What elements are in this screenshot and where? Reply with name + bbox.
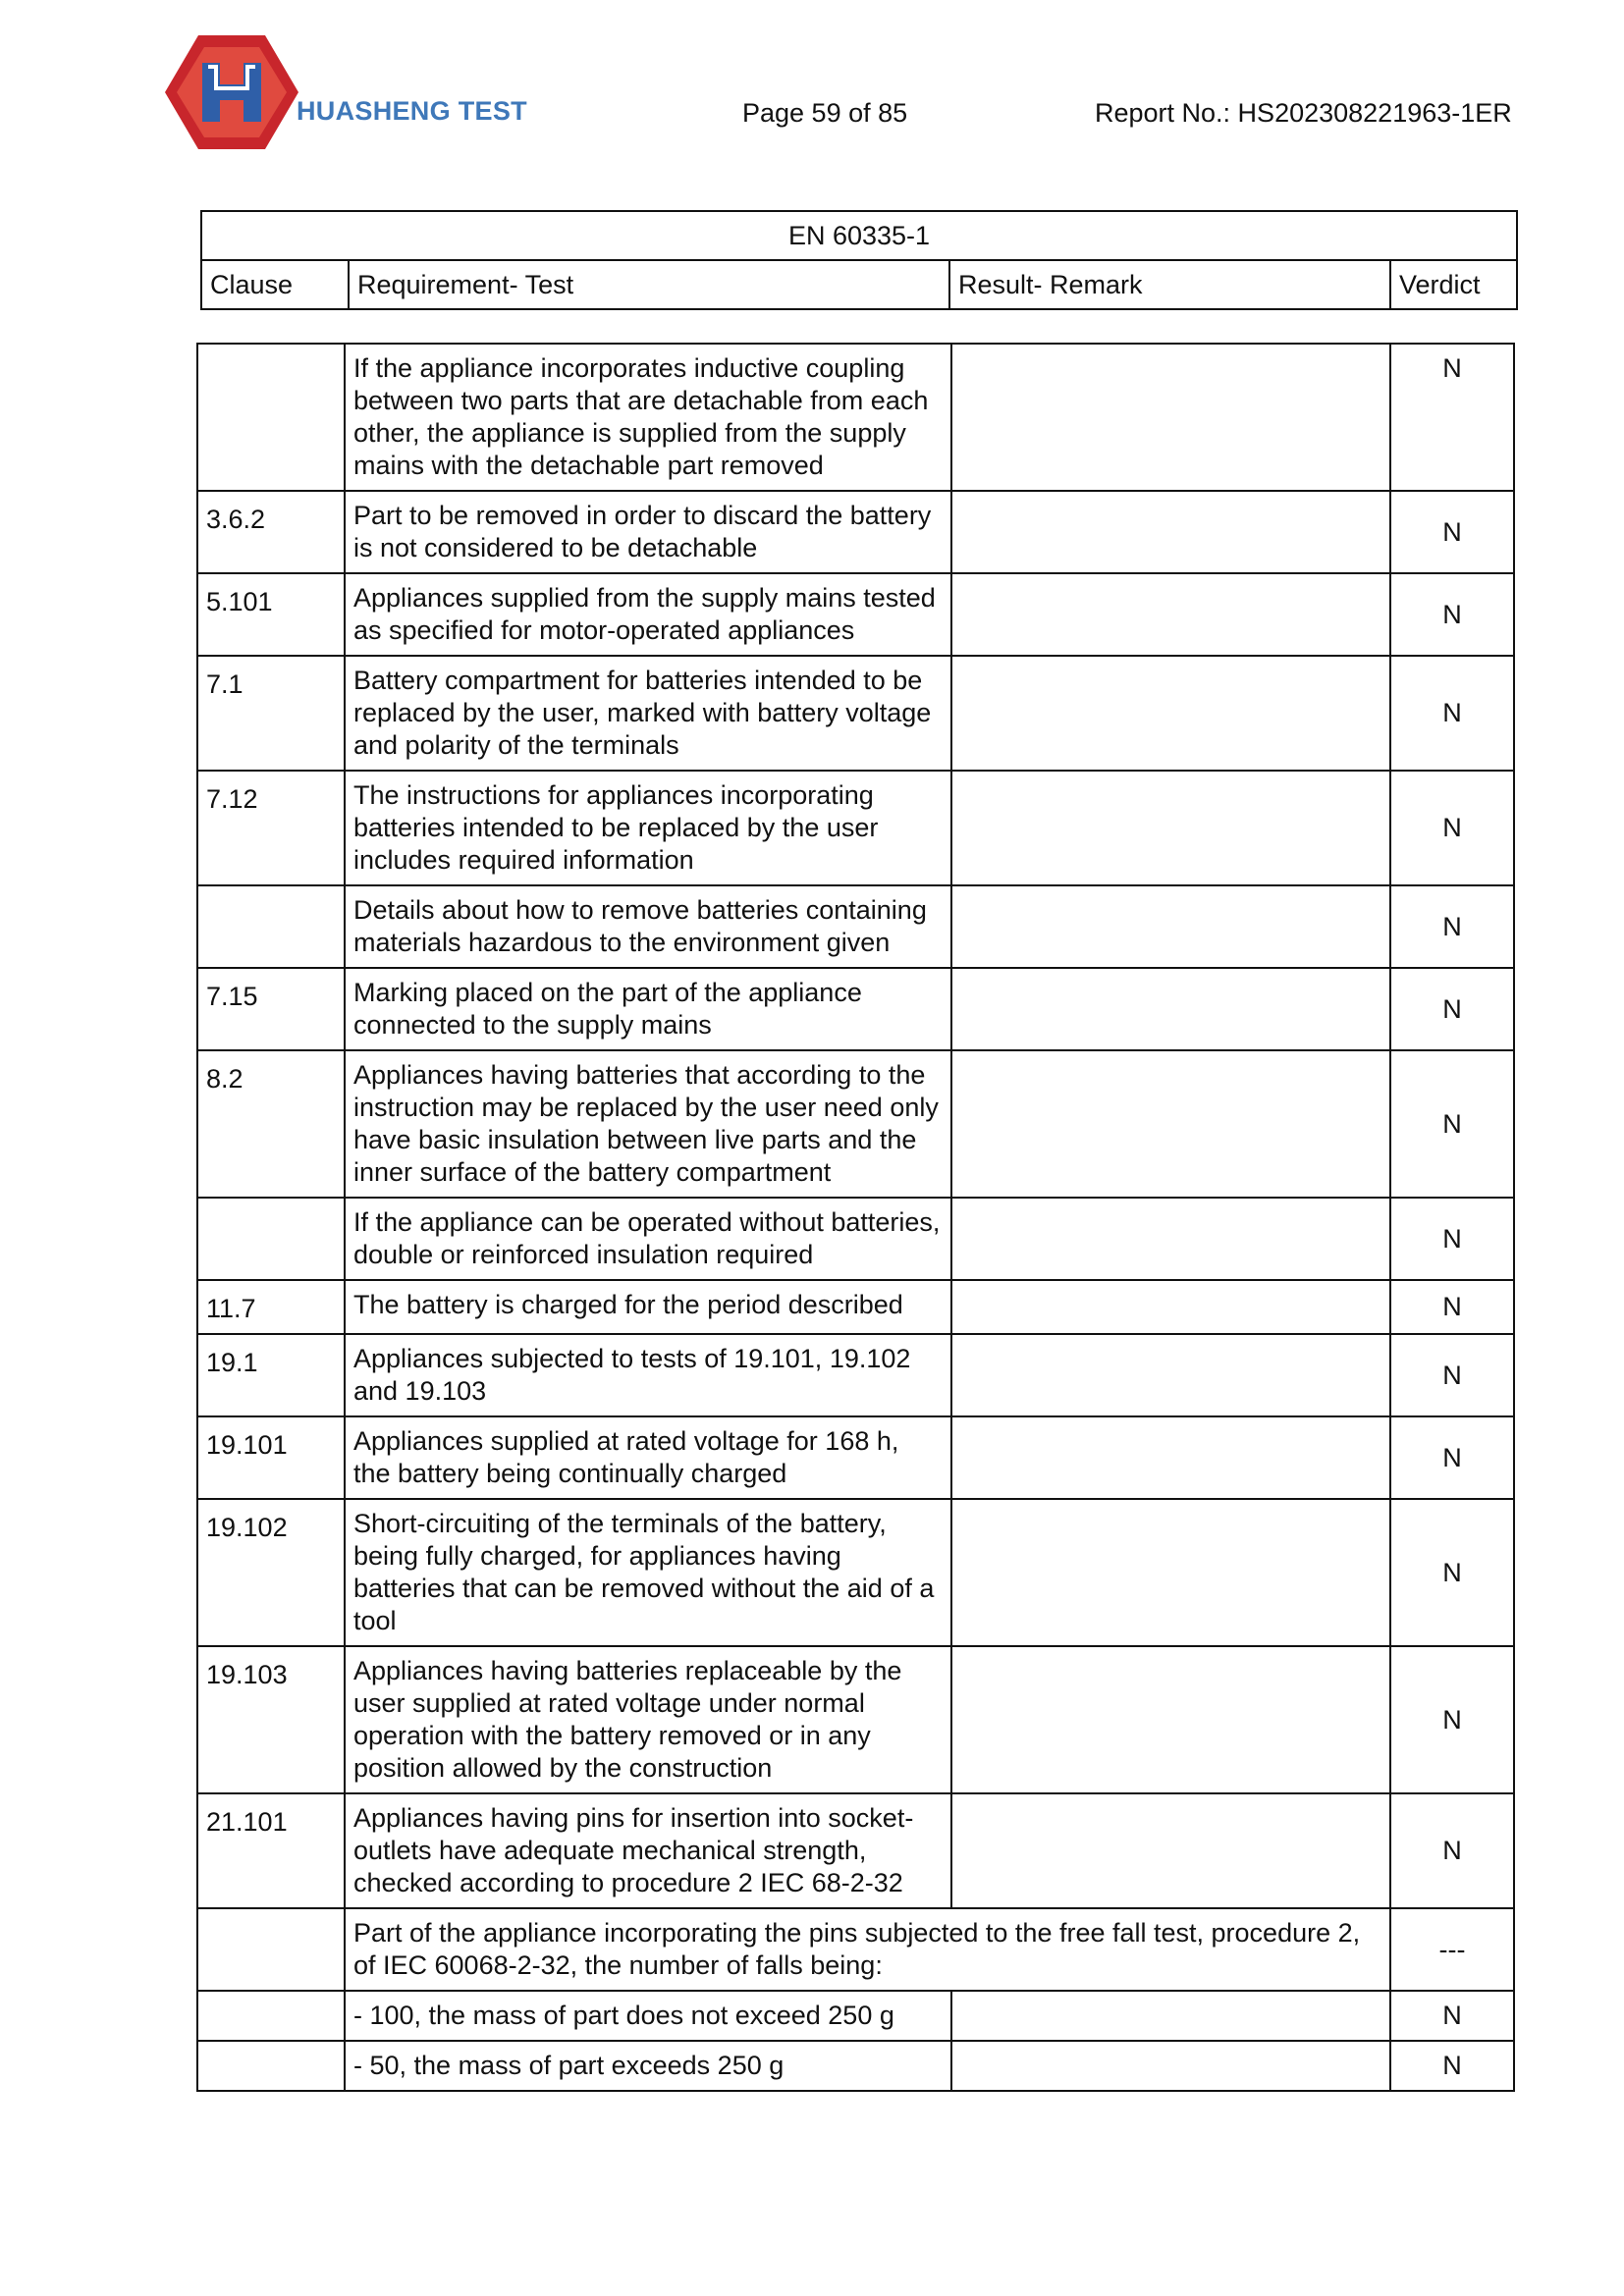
table-row xyxy=(197,1793,1514,1908)
table-row xyxy=(197,1646,1514,1793)
page-header xyxy=(0,0,1624,167)
verdict-cell: N xyxy=(1390,344,1514,491)
result-cell xyxy=(951,885,1390,968)
clause-cell: 7.1 xyxy=(197,656,345,771)
verdict-cell: N xyxy=(1390,1198,1514,1280)
verdict-cell: N xyxy=(1390,2041,1514,2091)
table-row xyxy=(197,573,1514,656)
clause-cell xyxy=(197,885,345,968)
requirement-cell: If the appliance can be operated without batteries, double or reinforced insulation required xyxy=(345,1198,951,1280)
result-cell xyxy=(951,1646,1390,1793)
verdict-cell: N xyxy=(1390,573,1514,656)
requirement-cell: Marking placed on the part of the appliance connected to the supply mains xyxy=(345,968,951,1050)
clause-cell xyxy=(197,1991,345,2041)
verdict-cell: N xyxy=(1390,1793,1514,1908)
table-row xyxy=(197,1334,1514,1416)
verdict-cell: N xyxy=(1390,968,1514,1050)
result-cell xyxy=(951,1050,1390,1198)
table-row xyxy=(197,1280,1514,1334)
requirement-cell: Appliances supplied at rated voltage for 168 h, the battery being continually charged xyxy=(345,1416,951,1499)
result-cell xyxy=(951,344,1390,491)
clause-cell: 5.101 xyxy=(197,573,345,656)
col-header-clause: Clause xyxy=(201,260,349,309)
clause-cell: 7.15 xyxy=(197,968,345,1050)
table-row xyxy=(197,491,1514,573)
requirement-cell: - 100, the mass of part does not exceed 250 g xyxy=(345,1991,951,2041)
result-cell xyxy=(951,968,1390,1050)
standard-title: EN 60335-1 xyxy=(201,211,1517,260)
table-row xyxy=(197,2041,1514,2091)
report-number: Report No.: HS202308221963-1ER xyxy=(1095,98,1512,128)
requirement-cell: Short-circuiting of the terminals of the battery, being fully charged, for appliances having batteries that can be removed without the aid of a tool xyxy=(345,1499,951,1646)
result-cell xyxy=(951,1416,1390,1499)
verdict-cell: N xyxy=(1390,491,1514,573)
result-cell xyxy=(951,1198,1390,1280)
verdict-cell: N xyxy=(1390,1280,1514,1334)
clause-cell: 19.102 xyxy=(197,1499,345,1646)
result-cell xyxy=(951,1334,1390,1416)
clause-cell: 7.12 xyxy=(197,771,345,885)
clause-cell: 21.101 xyxy=(197,1793,345,1908)
clause-cell xyxy=(197,1908,345,1991)
requirement-cell: Appliances supplied from the supply mains tested as specified for motor-operated appliances xyxy=(345,573,951,656)
table-row xyxy=(197,771,1514,885)
verdict-cell: N xyxy=(1390,1646,1514,1793)
clause-cell xyxy=(197,1198,345,1280)
clause-cell: 8.2 xyxy=(197,1050,345,1198)
verdict-cell: N xyxy=(1390,771,1514,885)
table-row xyxy=(197,1991,1514,2041)
clause-cell: 3.6.2 xyxy=(197,491,345,573)
result-cell xyxy=(951,2041,1390,2091)
table-row xyxy=(197,968,1514,1050)
requirement-cell: Appliances having pins for insertion into socket-outlets have adequate mechanical strength, checked according to procedure 2 IEC 68-2-32 xyxy=(345,1793,951,1908)
requirement-cell: Appliances having batteries replaceable by the user supplied at rated voltage under normal operation with the battery removed or in any position allowed by the construction xyxy=(345,1646,951,1793)
verdict-cell: N xyxy=(1390,1334,1514,1416)
col-header-result: Result- Remark xyxy=(949,260,1390,309)
verdict-cell: N xyxy=(1390,1416,1514,1499)
result-cell xyxy=(951,771,1390,885)
requirement-cell: Appliances subjected to tests of 19.101, 19.102 and 19.103 xyxy=(345,1334,951,1416)
brand-name: HUASHENG TEST xyxy=(297,96,527,126)
verdict-cell: N xyxy=(1390,656,1514,771)
clause-cell: 19.101 xyxy=(197,1416,345,1499)
verdict-cell: N xyxy=(1390,1499,1514,1646)
requirement-cell: Details about how to remove batteries containing materials hazardous to the environment given xyxy=(345,885,951,968)
requirement-cell: - 50, the mass of part exceeds 250 g xyxy=(345,2041,951,2091)
result-cell xyxy=(951,656,1390,771)
result-cell xyxy=(951,1991,1390,2041)
page-number: Page 59 of 85 xyxy=(742,98,908,128)
requirement-cell: Part of the appliance incorporating the pins subjected to the free fall test, procedure 2, of IEC 60068-2-32, the number of falls being: xyxy=(345,1908,1390,1991)
result-cell xyxy=(951,1499,1390,1646)
huasheng-logo xyxy=(165,35,298,149)
verdict-cell: --- xyxy=(1390,1908,1514,1991)
requirement-cell: Part to be removed in order to discard the battery is not considered to be detachable xyxy=(345,491,951,573)
table-row xyxy=(197,656,1514,771)
result-cell xyxy=(951,491,1390,573)
verdict-cell: N xyxy=(1390,1991,1514,2041)
clause-cell xyxy=(197,344,345,491)
clause-cell: 19.103 xyxy=(197,1646,345,1793)
col-header-requirement: Requirement- Test xyxy=(349,260,949,309)
standard-header-table xyxy=(200,210,1518,310)
requirement-cell: If the appliance incorporates inductive coupling between two parts that are detachable from each other, the appliance is supplied from the supply mains with the detachable part removed xyxy=(345,344,951,491)
table-row xyxy=(197,344,1514,491)
requirement-cell: Appliances having batteries that according to the instruction may be replaced by the user need only have basic insulation between live parts and the inner surface of the battery compartment xyxy=(345,1050,951,1198)
verdict-cell: N xyxy=(1390,1050,1514,1198)
table-row xyxy=(197,1198,1514,1280)
result-cell xyxy=(951,1280,1390,1334)
requirement-cell: The instructions for appliances incorporating batteries intended to be replaced by the user includes required information xyxy=(345,771,951,885)
result-cell xyxy=(951,1793,1390,1908)
table-row xyxy=(197,1499,1514,1646)
col-header-verdict: Verdict xyxy=(1390,260,1517,309)
requirement-cell: Battery compartment for batteries intended to be replaced by the user, marked with battery voltage and polarity of the terminals xyxy=(345,656,951,771)
table-row xyxy=(197,1050,1514,1198)
result-cell xyxy=(951,573,1390,656)
table-row xyxy=(197,885,1514,968)
table-row xyxy=(197,1416,1514,1499)
clause-cell xyxy=(197,2041,345,2091)
table-row xyxy=(197,1908,1514,1991)
clause-cell: 11.7 xyxy=(197,1280,345,1334)
requirement-cell: The battery is charged for the period described xyxy=(345,1280,951,1334)
clause-table xyxy=(196,343,1515,2092)
verdict-cell: N xyxy=(1390,885,1514,968)
clause-cell: 19.1 xyxy=(197,1334,345,1416)
